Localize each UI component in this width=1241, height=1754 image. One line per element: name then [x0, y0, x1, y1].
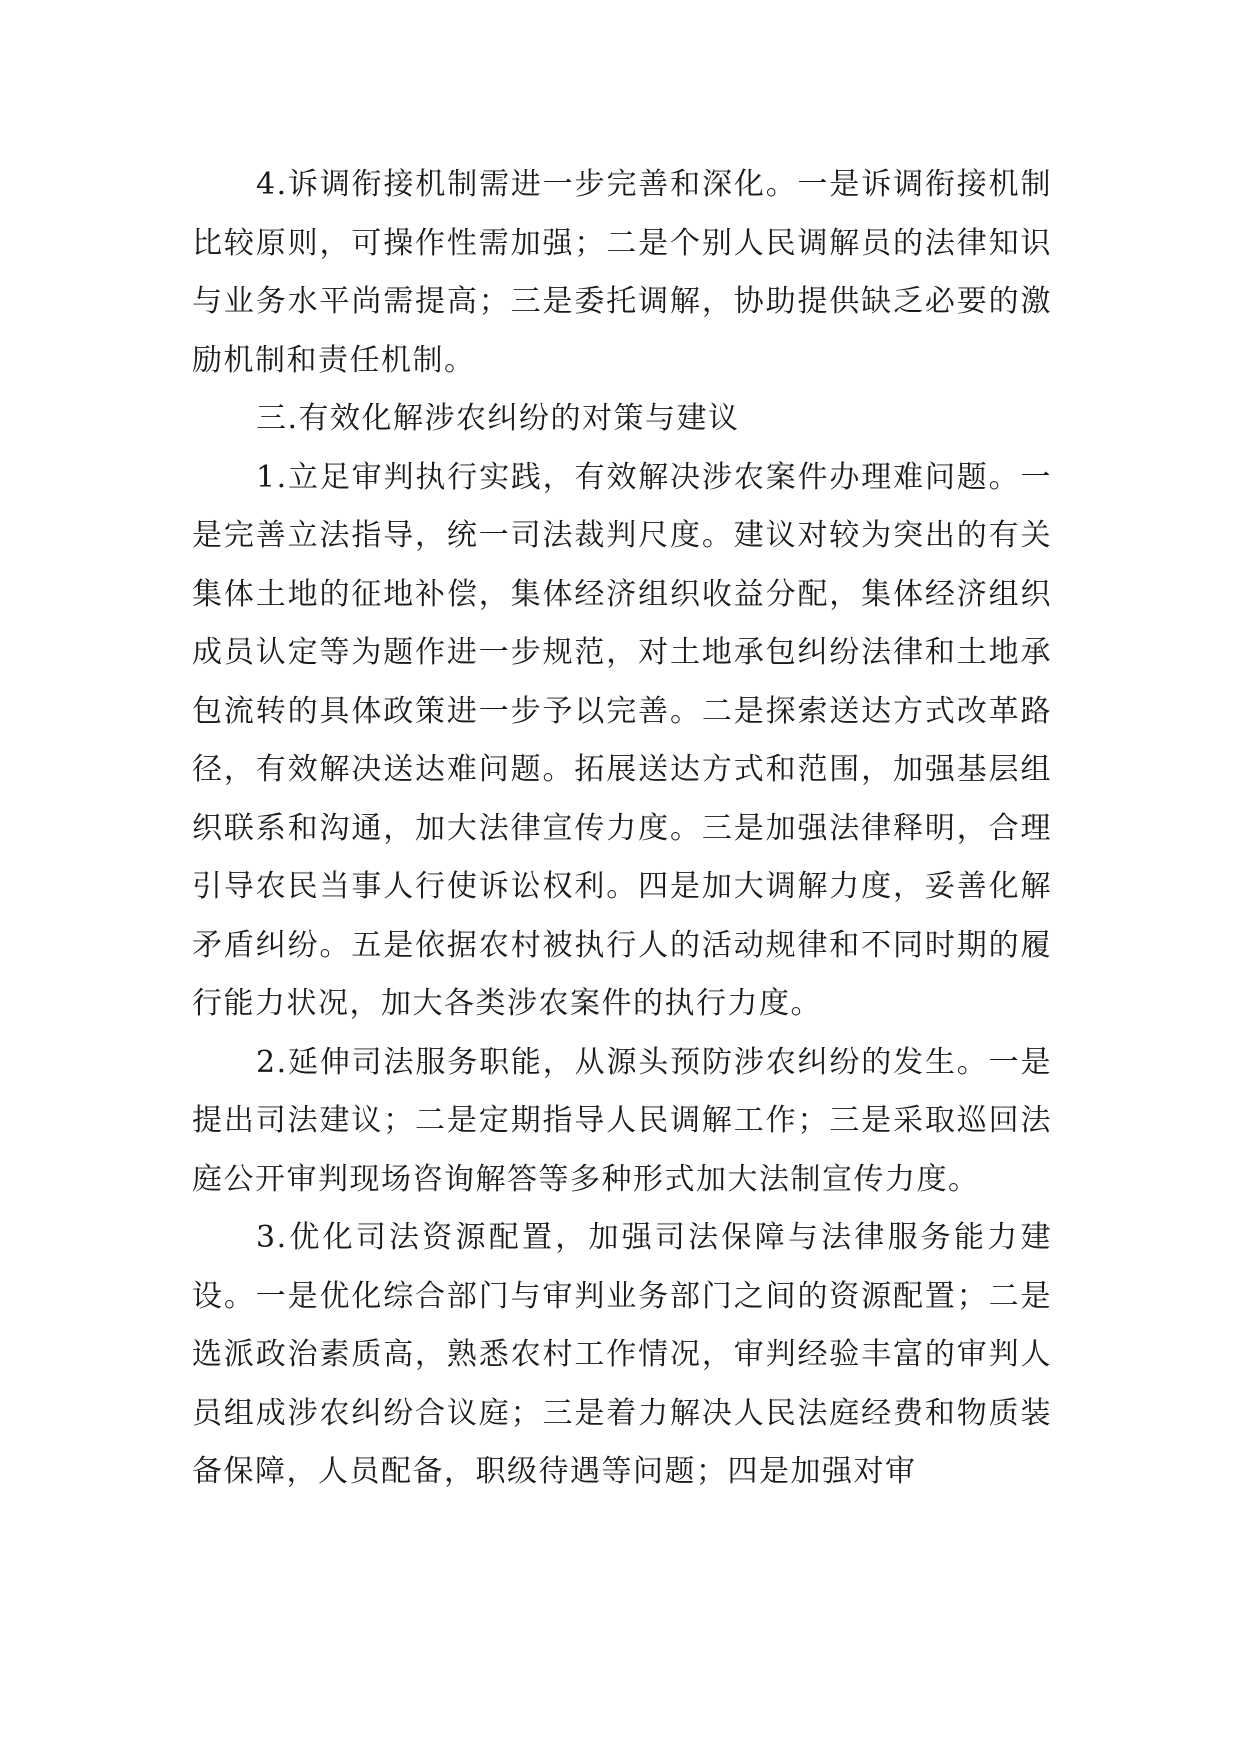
- paragraph-resource-allocation: 3.优化司法资源配置，加强司法保障与法律服务能力建设。一是优化综合部门与审判业务部门之间的资源配置；二是选派政治素质高，熟悉农村工作情况，审判经验丰富的审判人员组成涉农纠纷合议庭；三是着力解决人民法庭经费和物质装备保障，人员配备，职级待遇等问题；四是加强对审: [192, 1220, 1052, 1489]
- paragraph-trial-execution: 1.立足审判执行实践，有效解决涉农案件办理难问题。一是完善立法指导，统一司法裁判尺度。建议对较为突出的有关集体土地的征地补偿，集体经济组织收益分配，集体经济组织成员认定等为题作进一步规范，对土地承包纠纷法律和土地承包流转的具体政策进一步予以完善。二是探索送达方式改革路径，有效解决送达难问题。拓展送达方式和范围，加强基层组织联系和沟通，加大法律宣传力度。三是加强法律释明，合理引导农民当事人行使诉讼权利。四是加大调解力度，妥善化解矛盾纠纷。五是依据农村被执行人的活动规律和不同时期的履行能力状况，加大各类涉农案件的执行力度。: [192, 459, 1052, 1021]
- section-heading-countermeasures: 三.有效化解涉农纠纷的对策与建议: [256, 401, 740, 436]
- paragraph-mediation-mechanism: 4.诉调衔接机制需进一步完善和深化。一是诉调衔接机制比较原则，可操作性需加强；二是个别人民调解员的法律知识与业务水平尚需提高；三是委托调解，协助提供缺乏必要的激励机制和责任机制。: [192, 167, 1052, 378]
- document-body: [192, 156, 1052, 1502]
- paragraph-judicial-service: 2.延伸司法服务职能，从源头预防涉农纠纷的发生。一是提出司法建议；二是定期指导人民调解工作；三是采取巡回法庭公开审判现场咨询解答等多种形式加大法制宣传力度。: [192, 1044, 1052, 1197]
